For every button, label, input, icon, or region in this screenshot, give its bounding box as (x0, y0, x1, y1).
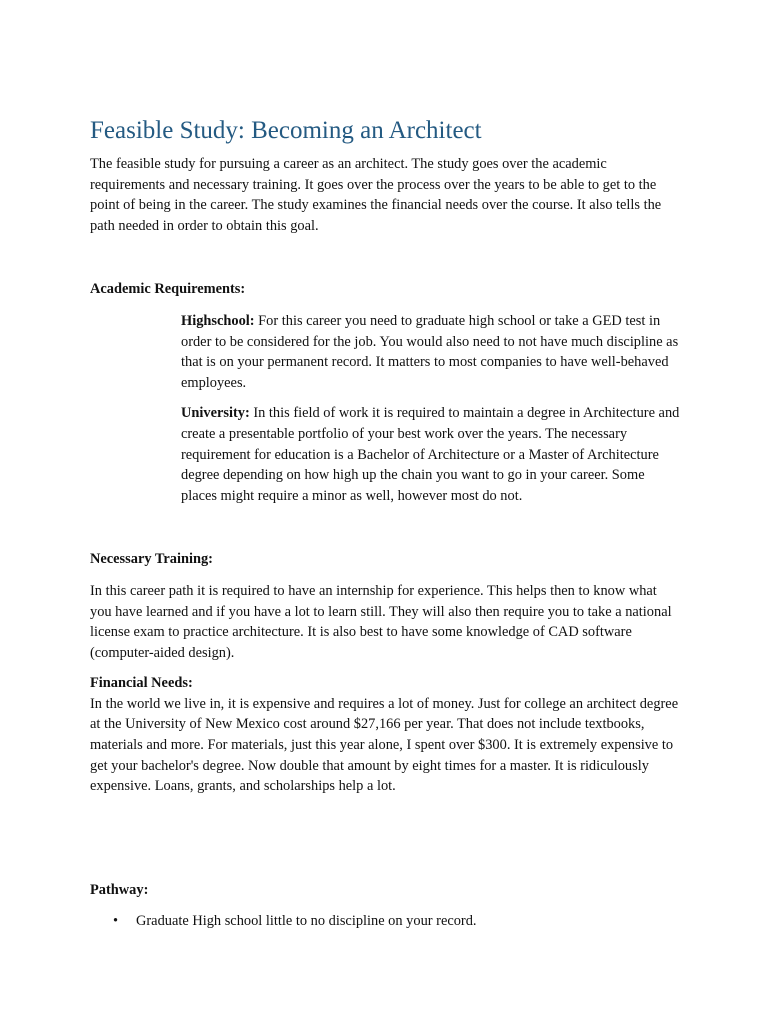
document-page (90, 114, 680, 932)
university-text: In this field of work it is required to maintain a degree in Architecture and create a presentable portfolio of your best work over the years. The necessary requirement for education is a Bachelor of Architecture or a Master of Architecture degree depending on how high up the chain you want to go in your career. Some places might require a minor as well, however most do not. (181, 405, 680, 504)
necessary-training-heading: Necessary Training: (90, 551, 213, 568)
highschool-label: Highschool: (181, 312, 255, 329)
university-paragraph (181, 403, 681, 506)
list-item (90, 911, 680, 932)
bullet-icon: • (113, 913, 119, 930)
highschool-paragraph (181, 311, 681, 393)
pathway-item-text: Graduate High school little to no discipline on your record. (136, 913, 477, 930)
pathway-list (90, 911, 680, 932)
university-label: University: (181, 405, 250, 422)
financial-needs-heading: Financial Needs: (90, 675, 193, 692)
academic-requirements-section (181, 311, 681, 506)
page-title: Feasible Study: Becoming an Architect (90, 117, 482, 144)
necessary-training-paragraph: In this career path it is required to have an internship for experience. This helps then to know what you have learned and if you have a lot to learn still. They will also then require you to take a national license exam to practice architecture. It is also best to have some knowledge of CAD software (computer-aided design). (90, 582, 672, 661)
intro-paragraph: The feasible study for pursuing a career as an architect. The study goes over the academic requirements and necessary training. It goes over the process over the years to be able to get to the point of being in the career. The study examines the financial needs over the course. It also tells the path needed in order to obtain this goal. (90, 156, 662, 234)
academic-requirements-heading: Academic Requirements: (90, 281, 246, 298)
pathway-heading: Pathway: (90, 881, 149, 898)
highschool-text: For this career you need to graduate high school or take a GED test in order to be considered for the job. You would also need to not have much discipline as that is on your permanent record. It matters to most companies to have well-behaved employees. (181, 312, 679, 391)
financial-needs-paragraph: In the world we live in, it is expensive and requires a lot of money. Just for college an architect degree at the University of New Mexico cost around $27,166 per year. That does not include textbooks, materials and more. For materials, just this year alone, I spent over $300. It is extremely expensive to get your bachelor's degree. Now double that amount by eight times for a master. It is ridiculously expensive. Loans, grants, and scholarships help a lot. (90, 695, 679, 795)
